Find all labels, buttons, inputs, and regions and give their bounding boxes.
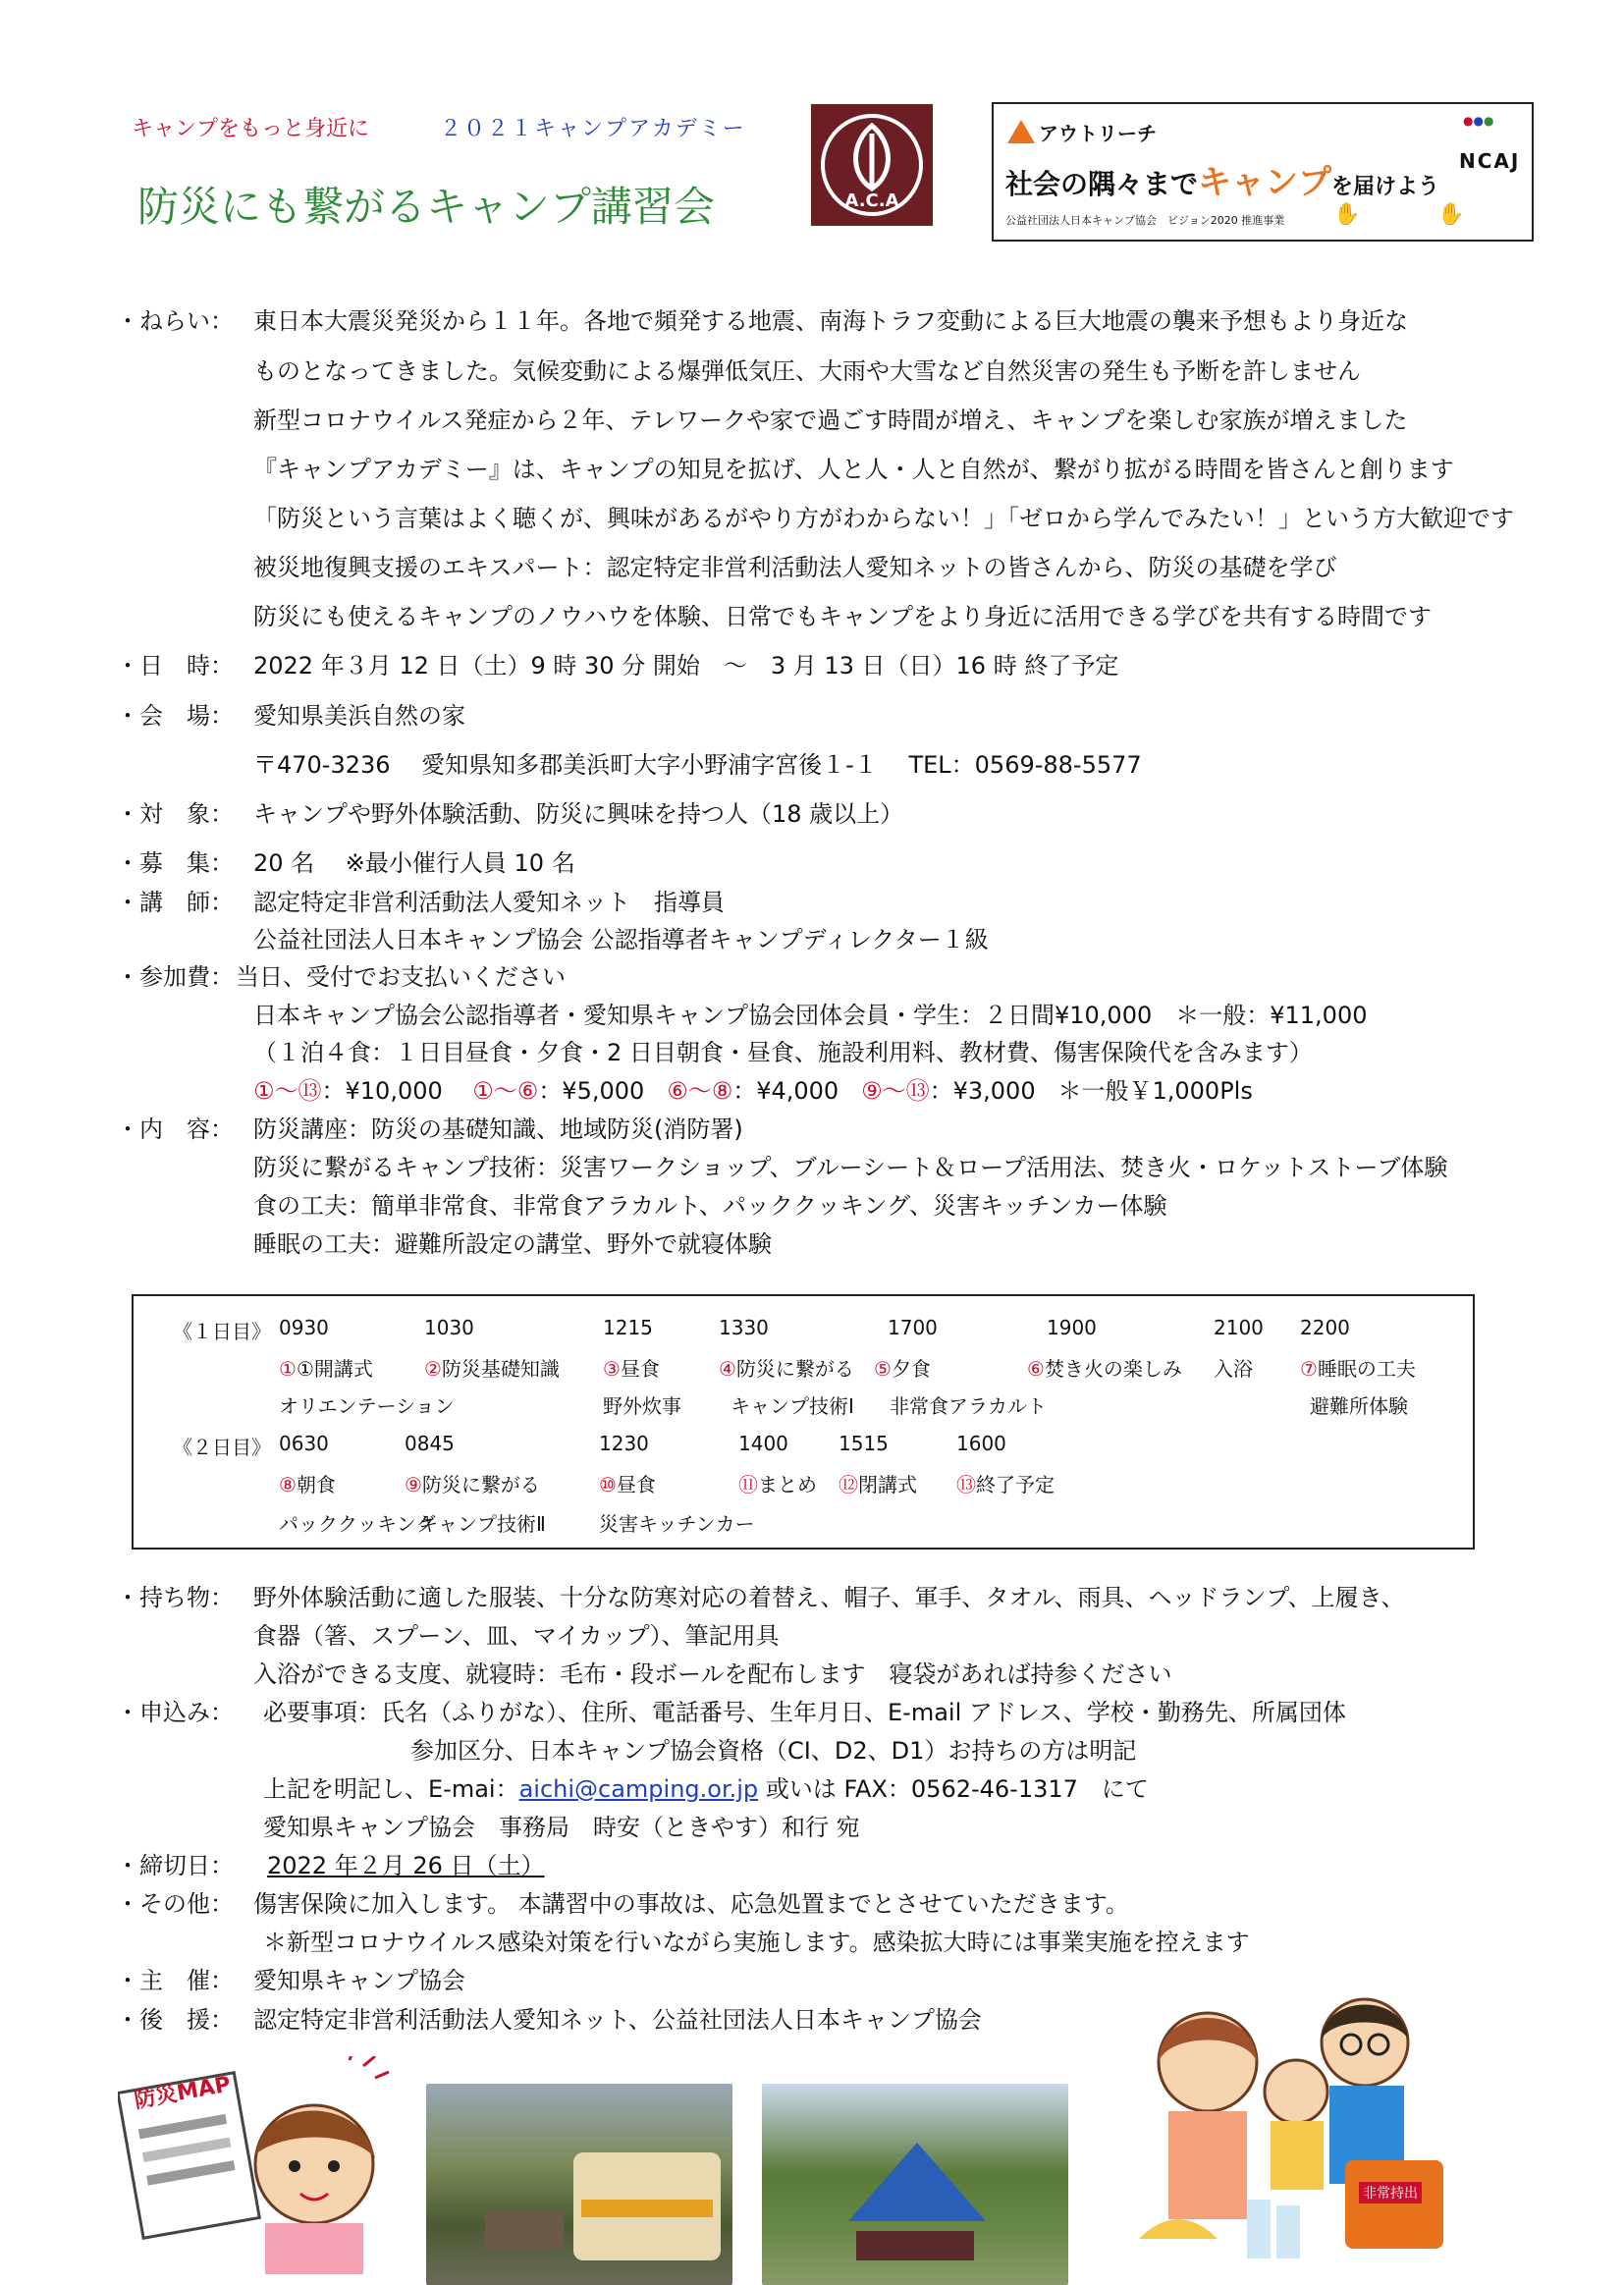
fee-line1: 当日、受付でお支払いください bbox=[236, 963, 566, 991]
schedule-time: 1215 bbox=[603, 1316, 653, 1339]
schedule-time: 1515 bbox=[839, 1432, 889, 1455]
other-line1: 傷害保険に加入します。 本講習中の事故は、応急処置までとさせていただきます。 bbox=[253, 1890, 1129, 1918]
content-line: 睡眠の工夫：避難所設定の講堂、野外で就寝体験 bbox=[253, 1230, 772, 1258]
aim-line: 新型コロナウイルス発症から２年、テレワークや家で過ごす時間が増え、キャンプを楽しむ家族が増えました bbox=[253, 407, 1408, 434]
banner-outreach: アウトリーチ bbox=[1039, 122, 1157, 145]
aim-line: ものとなってきました。気候変動による爆弾低気圧、大雨や大雪など自然災害の発生も予断を許しません bbox=[253, 357, 1361, 385]
page-title: 防災にも繋がるキャンプ講習会 bbox=[137, 183, 716, 231]
outreach-banner bbox=[992, 102, 1534, 242]
aim-line: 東日本大震災発災から１１年。各地で頻発する地震、南海トラフ変動による巨大地震の襲来予想もより身近な bbox=[253, 307, 1408, 335]
venue-value: 愛知県美浜自然の家 bbox=[253, 702, 465, 730]
hand-icon: ✋ bbox=[1333, 202, 1361, 227]
schedule-item-label: 朝食 bbox=[296, 1473, 336, 1496]
schedule-item bbox=[424, 1353, 560, 1382]
host-value: 愛知県キャンプ協会 bbox=[253, 1967, 465, 1994]
fee-line3: （１泊４食：１日目昼食・夕食・2 日目朝食・昼食、施設利用料、教材費、傷害保険代を含みます） bbox=[253, 1039, 1313, 1066]
schedule-time: 0845 bbox=[405, 1432, 455, 1455]
support-label: ・後 援： bbox=[116, 2006, 234, 2034]
schedule-sub: オリエンテーション bbox=[279, 1394, 455, 1418]
girl-map-illustration bbox=[118, 2056, 412, 2274]
fee-part-range: ①～⑥ bbox=[472, 1077, 539, 1105]
schedule-sub: 避難所体験 bbox=[1310, 1394, 1408, 1418]
schedule-sub: キャンプ技術Ⅰ bbox=[731, 1394, 854, 1418]
fee-part-price: ：¥4,000 bbox=[732, 1077, 839, 1105]
aim-label: ・ねらい： bbox=[116, 307, 234, 335]
content-line: 防災に繋がるキャンプ技術：災害ワークショップ、ブルーシート＆ロープ活用法、焚き火・ロケットストーブ体験 bbox=[253, 1154, 1448, 1181]
instructors-line2: 公益社団法人日本キャンプ協会 公認指導者キャンプディレクター１級 bbox=[253, 926, 989, 953]
items-label: ・持ち物： bbox=[116, 1584, 234, 1611]
schedule-day2-label: 《２日目》 bbox=[173, 1436, 271, 1459]
schedule-item-num: ⑬ bbox=[956, 1473, 976, 1496]
apply-line3-suffix: 或いは FAX：0562-46-1317 にて bbox=[765, 1775, 1149, 1803]
schedule-item bbox=[738, 1469, 817, 1497]
schedule-time: 1700 bbox=[888, 1316, 938, 1339]
datetime-value: 2022 年３月 12 日（土）9 時 30 分 開始 ～ 3 月 13 日（日）16 時 終了予定 bbox=[253, 652, 1119, 680]
content-line: 食の工夫：簡単非常食、非常食アラカルト、パッククッキング、災害キッチンカー体験 bbox=[253, 1192, 1167, 1220]
schedule-item bbox=[956, 1469, 1055, 1497]
blue-tarp-shape bbox=[848, 2143, 986, 2221]
schedule-time: 1400 bbox=[738, 1432, 788, 1455]
bag-label: 非常持出 bbox=[1359, 2182, 1422, 2203]
apply-line3 bbox=[263, 1772, 1149, 1806]
content-line: 防災講座：防災の基礎知識、地域防災(消防署) bbox=[253, 1115, 743, 1143]
schedule-item bbox=[603, 1353, 660, 1382]
fee-part-price: ：¥10,000 bbox=[321, 1077, 443, 1105]
schedule-item-label: ①開講式 bbox=[296, 1357, 373, 1381]
deadline-label: ・締切日： bbox=[116, 1852, 234, 1879]
schedule-time: 2200 bbox=[1300, 1316, 1350, 1339]
schedule-item-label: 終了予定 bbox=[976, 1473, 1055, 1496]
banner-org: NCAJ bbox=[1459, 149, 1521, 173]
schedule-item-num: ⑥ bbox=[1027, 1357, 1045, 1381]
schedule-item-label: まとめ bbox=[758, 1473, 817, 1496]
schedule-item-label: 防災に繋がる bbox=[735, 1357, 854, 1381]
schedule-item-num: ① bbox=[279, 1357, 297, 1381]
schedule-item bbox=[279, 1353, 373, 1382]
map-label: 防災MAP bbox=[132, 2072, 233, 2114]
schedule-item: 入浴 bbox=[1214, 1357, 1253, 1381]
fee-part-price: ：¥3,000 bbox=[929, 1077, 1036, 1105]
schedule-item bbox=[719, 1353, 854, 1382]
schedule-time: 0630 bbox=[279, 1432, 329, 1455]
apply-label: ・申込み： bbox=[116, 1699, 234, 1726]
schedule-time: 1330 bbox=[719, 1316, 769, 1339]
tarp-workshop-photo bbox=[762, 2084, 1068, 2285]
deadline-text: 2022 年２月 26 日（土） bbox=[267, 1852, 545, 1879]
schedule-item bbox=[839, 1469, 917, 1497]
schedule-time: 1030 bbox=[424, 1316, 474, 1339]
target-value: キャンプや野外体験活動、防災に興味を持つ人（18 歳以上） bbox=[253, 800, 904, 828]
fee-part-price: ：¥5,000 bbox=[538, 1077, 645, 1105]
schedule-sub: 災害キッチンカー bbox=[599, 1512, 755, 1536]
schedule-item-num: ④ bbox=[719, 1357, 736, 1381]
schedule-item-num: ③ bbox=[603, 1357, 621, 1381]
schedule-sub: 非常食アラカルト bbox=[890, 1394, 1047, 1418]
schedule-item-label: 防災基礎知識 bbox=[441, 1357, 560, 1381]
aca-logo-text: A.C.A bbox=[844, 190, 899, 211]
schedule-item-label: 焚き火の楽しみ bbox=[1044, 1357, 1182, 1381]
family-emergency-illustration bbox=[1119, 1974, 1463, 2268]
schedule-time: 2100 bbox=[1214, 1316, 1264, 1339]
fee-label: ・参加費： bbox=[116, 963, 234, 991]
fee-part-range: ⑥～⑧ bbox=[667, 1077, 733, 1105]
schedule-sub: 野外炊事 bbox=[603, 1394, 681, 1418]
hand-icon-2: ✋ bbox=[1437, 202, 1465, 227]
schedule-item-num: ⑪ bbox=[738, 1473, 758, 1496]
content-label: ・内 容： bbox=[116, 1115, 234, 1143]
venue-label: ・会 場： bbox=[116, 702, 234, 730]
schedule-sub: キャンプ技術Ⅱ bbox=[418, 1512, 546, 1536]
datetime-label: ・日 時： bbox=[116, 652, 234, 680]
tent-icon bbox=[1007, 120, 1035, 143]
header-tagline: キャンプをもっと身近に bbox=[132, 117, 370, 141]
instructors-line1: 認定特定非営利活動法人愛知ネット 指導員 bbox=[253, 889, 725, 916]
venue-address: 〒470-3236 愛知県知多郡美浜町大字小野浦字宮後１-１ TEL：0569-88-5577 bbox=[253, 751, 1142, 779]
items-line2: 食器（箸、スプーン、皿、マイカップ）、筆記用具 bbox=[253, 1622, 780, 1650]
ncaj-dots-icon: ●●● bbox=[1463, 114, 1494, 128]
fee-general: ＊一般￥1,000Pls bbox=[1057, 1077, 1253, 1105]
kitchen-car-photo bbox=[426, 2084, 732, 2285]
schedule-item-num: ② bbox=[424, 1357, 442, 1381]
schedule-item-num: ⑫ bbox=[839, 1473, 858, 1496]
schedule-item-label: 閉講式 bbox=[858, 1473, 917, 1496]
aim-line: 『キャンプアカデミー』は、キャンプの知見を拡げ、人と人・人と自然が、繋がり拡がる時間を皆さんと創ります bbox=[253, 456, 1454, 483]
schedule-item-num: ⑤ bbox=[874, 1357, 892, 1381]
schedule-item bbox=[1300, 1353, 1416, 1382]
banner-sub: 公益社団法人日本キャンプ協会 ビジョン2020 推進事業 bbox=[1005, 214, 1285, 227]
group-shape bbox=[856, 2231, 974, 2260]
schedule-time: 1900 bbox=[1047, 1316, 1097, 1339]
apply-line1: 必要事項：氏名（ふりがな）、住所、電話番号、生年月日、E-mail アドレス、学校・勤務先、所属団体 bbox=[263, 1699, 1346, 1726]
schedule-item-num: ⑨ bbox=[405, 1473, 422, 1496]
schedule-item bbox=[874, 1353, 931, 1382]
instructors-label: ・講 師： bbox=[116, 889, 234, 916]
deadline-value bbox=[267, 1849, 545, 1882]
aim-line: 「防災という言葉はよく聴くが、興味があるがやり方がわからない！」「ゼロから学んでみたい！」という方大歓迎です bbox=[253, 505, 1514, 532]
aim-line: 被災地復興支援のエキスパート：認定特定非営利活動法人愛知ネットの皆さんから、防災の基礎を学び bbox=[253, 554, 1337, 581]
email-link[interactable]: aichi@camping.or.jp bbox=[518, 1775, 759, 1803]
banner-slogan bbox=[1005, 155, 1439, 203]
schedule-time: 0930 bbox=[279, 1316, 329, 1339]
banner-slogan-b: キャンプ bbox=[1198, 163, 1332, 202]
schedule-item bbox=[405, 1469, 540, 1497]
fee-part-range: ⑨～⑬ bbox=[861, 1077, 930, 1105]
schedule-item-num: ⑧ bbox=[279, 1473, 297, 1496]
schedule-item bbox=[279, 1469, 336, 1497]
schedule-sub: パッククッキング bbox=[279, 1512, 436, 1536]
support-value: 認定特定非営利活動法人愛知ネット、公益社団法人日本キャンプ協会 bbox=[253, 2006, 982, 2034]
capacity-label: ・募 集： bbox=[116, 849, 234, 877]
schedule-item-label: 夕食 bbox=[891, 1357, 931, 1381]
schedule-item-label: 昼食 bbox=[620, 1357, 660, 1381]
schedule-item-num: ⑩ bbox=[599, 1473, 617, 1496]
aca-logo bbox=[811, 104, 933, 226]
header-academy: ２０２１キャンプアカデミー bbox=[440, 117, 746, 141]
host-label: ・主 催： bbox=[116, 1967, 234, 1994]
apply-line2: 参加区分、日本キャンプ協会資格（CI、D2、D1）お持ちの方は明記 bbox=[410, 1737, 1137, 1765]
apply-line3-prefix: 上記を明記し、E-mai： bbox=[263, 1775, 519, 1803]
items-line1: 野外体験活動に適した服装、十分な防寒対応の着替え、帽子、軍手、タオル、雨具、ヘッドランプ、上履き、 bbox=[253, 1584, 1405, 1611]
target-label: ・対 象： bbox=[116, 800, 234, 828]
other-label: ・その他： bbox=[116, 1890, 234, 1918]
fee-parts bbox=[253, 1074, 1253, 1108]
table-shape bbox=[485, 2211, 564, 2251]
schedule-table bbox=[132, 1294, 1475, 1550]
capacity-value: 20 名 ※最小催行人員 10 名 bbox=[253, 849, 575, 877]
banner-slogan-c: を届けよう bbox=[1331, 175, 1440, 199]
schedule-item bbox=[599, 1469, 656, 1497]
schedule-day1-label: 《１日目》 bbox=[173, 1320, 271, 1343]
kitchen-car-stripe bbox=[581, 2200, 713, 2217]
aim-line: 防災にも使えるキャンプのノウハウを体験、日常でもキャンプをより身近に活用できる学びを共有する時間です bbox=[253, 603, 1432, 630]
schedule-item-label: 昼食 bbox=[616, 1473, 656, 1496]
schedule-item-num: ⑦ bbox=[1300, 1357, 1318, 1381]
apply-line4: 愛知県キャンプ協会 事務局 時安（ときやす）和行 宛 bbox=[263, 1814, 860, 1841]
schedule-item-label: 防災に繋がる bbox=[421, 1473, 540, 1496]
items-line3: 入浴ができる支度、就寝時：毛布・段ボールを配布します 寝袋があれば持参ください bbox=[253, 1660, 1172, 1688]
fee-line2: 日本キャンプ協会公認指導者・愛知県キャンプ協会団体会員・学生：２日間¥10,000 ＊一般：¥11,000 bbox=[253, 1002, 1368, 1029]
fee-part-range: ①～⑬ bbox=[253, 1077, 322, 1105]
other-line2: ＊新型コロナウイルス感染対策を行いながら実施します。感染拡大時には事業実施を控えます bbox=[263, 1929, 1250, 1956]
schedule-item-label: 睡眠の工夫 bbox=[1317, 1357, 1416, 1381]
schedule-time: 1230 bbox=[599, 1432, 649, 1455]
schedule-time: 1600 bbox=[956, 1432, 1006, 1455]
schedule-item bbox=[1027, 1353, 1182, 1382]
banner-slogan-a: 社会の隅々まで bbox=[1005, 168, 1199, 200]
